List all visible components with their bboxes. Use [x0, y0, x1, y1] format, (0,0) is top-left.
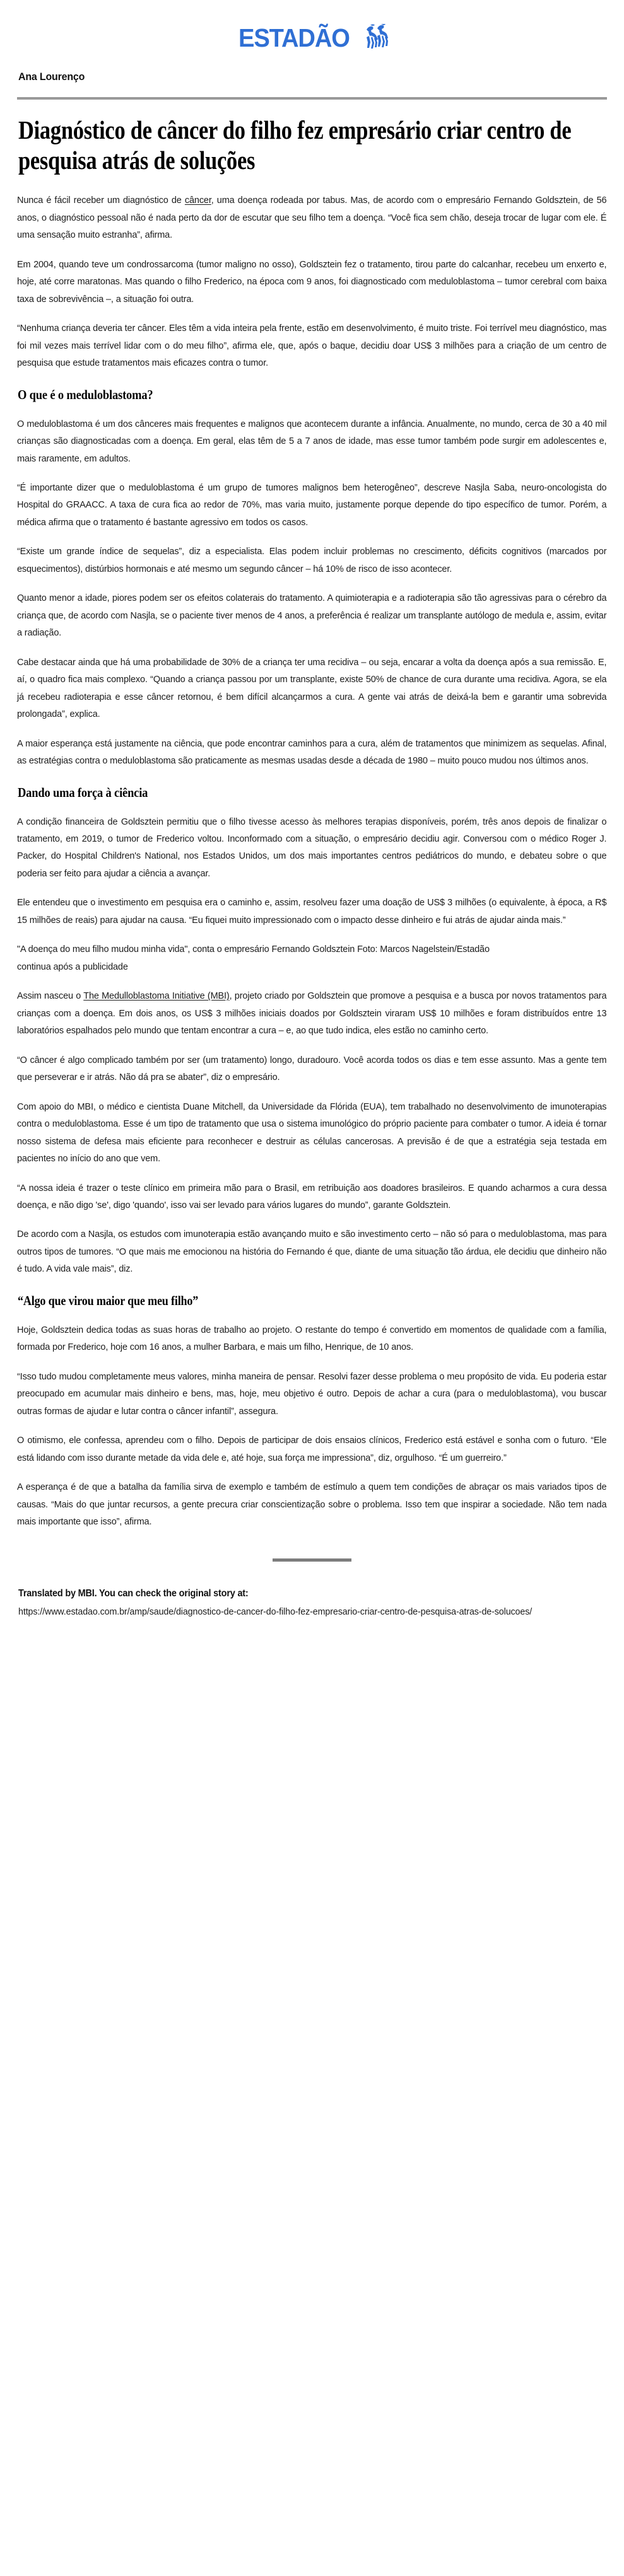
estadao-logo[interactable]: [238, 24, 389, 52]
paragraph-7: Quanto menor a idade, piores podem ser os efeitos colaterais do tratamento. A quimioterapia e a radioterapia são tão agressivas para o cérebro da criança que, de acordo com Nasjla, se o paciente tiver menos de 4 anos, a preferência é realizar um transplante autólogo de medula e, assim, evitar a radiação.: [17, 593, 607, 639]
page-title: Diagnóstico de câncer do filho fez empresário criar centro de pesquisa atrás de soluções: [18, 115, 572, 175]
paragraph-15: “A nossa ideia é trazer o teste clínico em primeira mão para o Brasil, em retribuição aos doadores brasileiros. E quando acharmos a cura dessa doença, e não digo 'se', digo 'quando', isso vai ser levado para vários lugares do mundo”, garante Goldsztein.: [17, 1182, 607, 1210]
paragraph-12-part-b: , projeto criado por Goldsztein que promove a pesquisa e a busca por novos tratamentos para crianças com a doença. Em dois anos, os US$ 3 milhões iniciais doados por Goldsztein viraram US$ 10 milhões e foram distribuídos entre 13 laboratórios espalhados pelo mundo que tentam encontrar a cura – e, ao que tudo indica, eles estão no caminho certo.: [17, 990, 607, 1036]
paragraph-9: A maior esperança está justamente na ciência, que pode encontrar caminhos para a cura, além de tratamentos que minimizem as sequelas. Afinal, as estratégias contra o meduloblastoma são praticamente as mesmas usadas desde a década de 1980 – muito pouco mudou nos últimos anos.: [17, 738, 607, 767]
photo-caption-block: [17, 941, 607, 975]
paragraph-8: Cabe destacar ainda que há uma probabilidade de 30% de a criança ter uma recidiva – ou seja, encarar a volta da doença após a sua remissão. E, aí, o quadro fica mais complexo. “Quando a criança passou por um transplante, existe 50% de chance de cura durante uma recidiva. Agora, se ela já recebeu radioterapia e esse câncer retornou, é bem difícil alcançarmos a cura. A gente vai atrás de deixá-la bem e garantir uma sobrevida prolongada”, explica.: [17, 656, 607, 720]
paragraph-1-part-a: Nunca é fácil receber um diagnóstico de: [17, 195, 185, 206]
paragraph-18: “Isso tudo mudou completamente meus valores, minha maneira de pensar. Resolvi fazer desse problema o meu propósito de vida. Eu poderia estar preocupado em acumular mais dinheiro e bens, mas, hoje, meu objetivo é outro. Depois de achar a cura (para o meduloblastoma), vou buscar outras formas de ajudar e lutar contra o câncer infantil”, assegura.: [17, 1371, 607, 1417]
paragraph-1-part-b: , uma doença rodeada por tabus. Mas, de acordo com o empresário Fernando Goldsztein, de 56 anos, o diagnóstico pessoal não é nada perto da dor de escutar que seu filho tem a doença. “Você fica sem chão, deseja trocar de lugar com ele. É uma sensação muito estranha”, afirma.: [17, 195, 607, 241]
paragraph-19: O otimismo, ele confessa, aprendeu com o filho. Depois de participar de dois ensaios clínicos, Frederico está estável e sonha com o futuro. “Ele está lidando com isso durante metade da vida dele e, até hoje, sua força me impressiona”, diz, orgulhoso. “É um guerreiro.”: [17, 1435, 607, 1463]
paragraph-6: “Existe um grande índice de sequelas”, diz a especialista. Elas podem incluir problemas no crescimento, déficits cognitivos (marcados por esquecimentos), distúrbios hormonais e até mesmo um segundo câncer – há 10% de risco de isso acontecer.: [17, 546, 607, 574]
logo-wordmark: ESTADÃO: [238, 23, 350, 52]
section-heading-meduloblastoma: O que é o meduloblastoma?: [18, 386, 153, 402]
article-footer: [17, 1558, 607, 1651]
paragraph-5: “É importante dizer que o meduloblastoma é um grupo de tumores malignos bem heterogêneo”, descreve Nasjla Saba, neuro-oncologista do Hospital do GRAACC. A taxa de cura fica ao redor de 70%, mas varia muito, justamente porque depende do tipo específico de tumor. Porém, a médica afirma que o tratamento é bastante agressivo em todos os casos.: [17, 482, 607, 528]
article-body: [17, 192, 607, 1530]
paragraph-2: Em 2004, quando teve um condrossarcoma (tumor maligno no osso), Goldsztein fez o tratamento, tirou parte do calcanhar, recebeu um enxerto e, hoje, até corre maratonas. Mas quando o filho Frederico, na época com 9 anos, foi diagnosticado com meduloblastoma – tumor cerebral com baixa taxa de sobrevivência –, a situação foi outra.: [17, 258, 607, 305]
paragraph-10: A condição financeira de Goldsztein permitiu que o filho tivesse acesso às melhores terapias disponíveis, porém, três anos depois de finalizar o tratamento, em 2019, o tumor de Frederico voltou. Inconformado com a situação, o empresário decidiu agir. Conversou com o médico Roger J. Packer, do Hospital Children's National, nos Estados Unidos, um dos mais importantes centros pediátricos do mundo, e debateu sobre o que poderia ser feito para ajudar a ciência a avançar.: [17, 816, 607, 879]
cancer-link[interactable]: câncer: [184, 195, 211, 206]
paragraph-11: Ele entendeu que o investimento em pesquisa era o caminho e, assim, resolveu fazer uma doação de US$ 3 milhões (o equivalente, à época, a R$ 15 milhões de reais) para ajudar na causa. “Eu fiquei muito impressionado com o impacto desse dinheiro e fui atrás de ajudar ainda mais.”: [17, 897, 607, 925]
paragraph-17: Hoje, Goldsztein dedica todas as suas horas de trabalho ao projeto. O restante do tempo é convertido em momentos de qualidade com a família, formada por Frederico, hoje com 16 anos, a mulher Barbara, e mais um filho, Henrique, de 10 anos.: [17, 1324, 607, 1353]
masthead: [17, 0, 607, 62]
ad-continuation-note: continua após a publicidade: [17, 961, 128, 972]
footer-divider: [273, 1558, 351, 1562]
paragraph-16: De acordo com a Nasjla, os estudos com imunoterapia estão avançando muito e são investimento certo – não só para o meduloblastoma, mas para outros tipos de tumores. “O que mais me emocionou na história do Fernando é que, diante de uma situação tão árdua, ele decidiu que dinheiro não é tudo. A vida vale mais”, diz.: [17, 1229, 607, 1275]
translation-note: Translated by MBI. You can check the original story at:: [18, 1587, 249, 1599]
paragraph-14: Com apoio do MBI, o médico e cientista Duane Mitchell, da Universidade da Flórida (EUA), tem trabalhado no desenvolvimento de imunoterapias contra o meduloblastoma. Esse é um tipo de tratamento que usa o sistema imunológico do próprio paciente para combater o tumor. A ideia é tornar nosso sistema de defesa mais eficiente para reconhecer e destruir as células cancerosas. A previsão é de que a estratégia seja testada em pacientes no início do ano que vem.: [17, 1101, 607, 1164]
photo-caption: "A doença do meu filho mudou minha vida", conta o empresário Fernando Goldsztein Foto: Marcos Nagelstein/Estadão: [17, 944, 490, 955]
paragraph-12: [17, 987, 606, 1039]
paragraph-12-part-a: Assim nasceu o: [17, 990, 84, 1002]
paragraph-13: “O câncer é algo complicado também por ser (um tratamento) longo, duradouro. Você acorda todos os dias e tem esse assunto. Mas a gente tem que perseverar e ir atrás. Não dá pra se abater”, diz o empresário.: [17, 1054, 607, 1083]
paragraph-4: O meduloblastoma é um dos cânceres mais frequentes e malignos que acontecem durante a infância. Anualmente, no mundo, cerca de 30 a 40 mil crianças são diagnosticadas com a doença. Em geral, elas têm de 5 a 7 anos de idade, mas esse tumor também pode surgir em adolescentes e, mais raramente, em adultos.: [17, 418, 607, 464]
paragraph-3: “Nenhuma criança deveria ter câncer. Eles têm a vida inteira pela frente, estão em desenvolvimento, é muito triste. Foi terrível meu diagnóstico, mas foi mil vezes mais terrível lidar com o do meu filho”, afirma ele, que, após o baque, decidiu doar US$ 3 milhões para a criação de um centro de pesquisa que estude tratamentos mais eficazes contra o tumor.: [17, 323, 607, 369]
section-heading-algo-maior: “Algo que virou maior que meu filho”: [18, 1292, 199, 1308]
paragraph-1: [17, 192, 606, 243]
source-url[interactable]: https://www.estadao.com.br/amp/saude/diagnostico-de-cancer-do-filho-fez-empresario-criar-centro-de-pesquisa-atras-de-solucoes/: [18, 1606, 533, 1617]
horse-riders-icon: [363, 24, 389, 52]
header-divider: [17, 97, 607, 100]
paragraph-20: A esperança é de que a batalha da família sirva de exemplo e também de estímulo a quem tem condições de abraçar os mais variados tipos de causas. “Mais do que juntar recursos, a gente precura criar conscientização sobre o problema. Isso tem que inspirar a sociedade. Não tem nada mais importante que isso”, afirma.: [17, 1482, 607, 1528]
section-heading-ciencia: Dando uma força à ciência: [18, 784, 148, 800]
mbi-link[interactable]: The Medulloblastoma Initiative (MBI): [83, 990, 230, 1002]
byline-author: Ana Lourenço: [18, 71, 85, 83]
